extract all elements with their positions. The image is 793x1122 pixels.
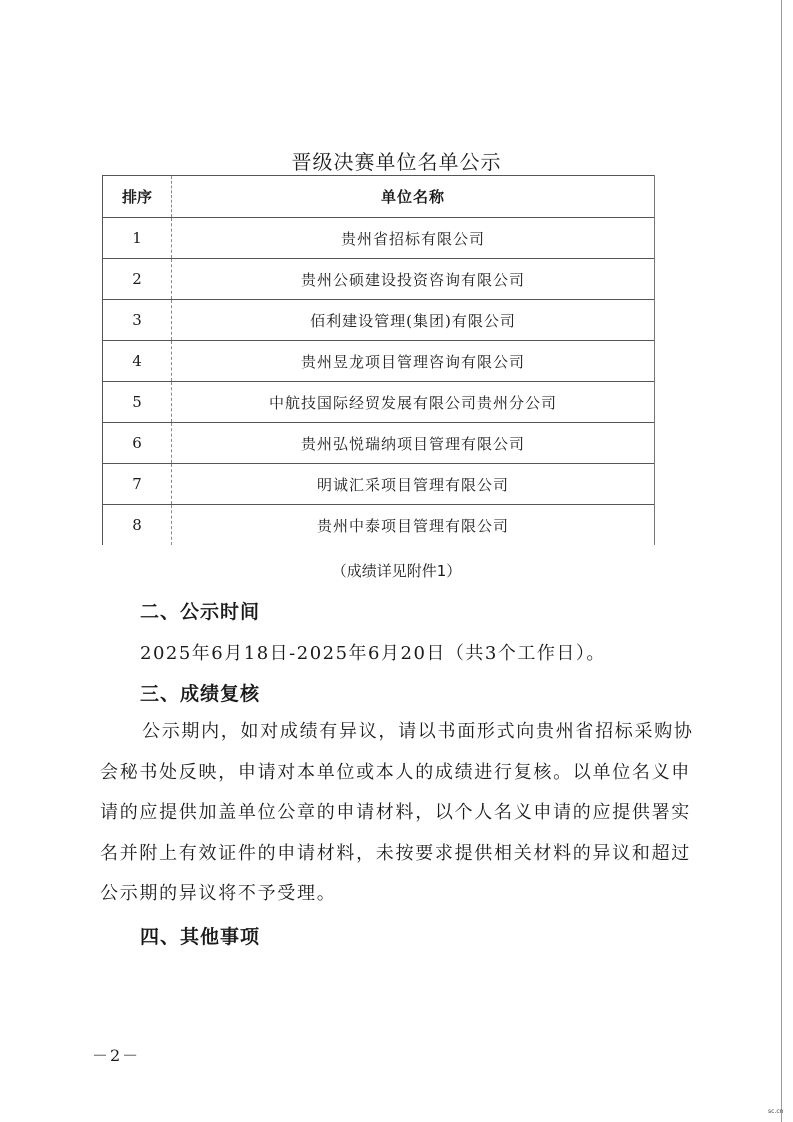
section-heading-publicity-time: 二、公示时间 xyxy=(140,601,261,623)
row-unit-name: 贵州弘悦瑞纳项目管理有限公司 xyxy=(172,423,655,464)
row-unit-name: 贵州昱龙项目管理咨询有限公司 xyxy=(172,341,655,382)
row-rank: 7 xyxy=(103,464,172,505)
row-rank: 5 xyxy=(103,382,172,423)
row-rank: 8 xyxy=(103,505,172,546)
row-rank: 1 xyxy=(103,218,172,259)
row-unit-name: 贵州公硕建设投资咨询有限公司 xyxy=(172,259,655,300)
corner-mark: sc.cn xyxy=(768,1108,784,1115)
table-row xyxy=(103,259,655,300)
row-rank: 6 xyxy=(103,423,172,464)
row-unit-name: 中航技国际经贸发展有限公司贵州分公司 xyxy=(172,382,655,423)
table-row xyxy=(103,300,655,341)
document-title: 晋级决赛单位名单公示 xyxy=(291,150,502,174)
row-rank: 4 xyxy=(103,341,172,382)
table-row xyxy=(103,218,655,259)
section-heading-other-matters: 四、其他事项 xyxy=(140,926,261,948)
finalist-table xyxy=(102,175,655,545)
table-row xyxy=(103,464,655,505)
row-unit-name: 贵州省招标有限公司 xyxy=(172,218,655,259)
table-row xyxy=(103,423,655,464)
publicity-period-text: 2025年6月18日-2025年6月20日（共3个工作日）。 xyxy=(140,643,606,664)
table-header-row xyxy=(103,176,655,218)
row-unit-name: 贵州中泰项目管理有限公司 xyxy=(172,505,655,546)
row-rank: 2 xyxy=(103,259,172,300)
score-review-text: 公示期内，如对成绩有异议，请以书面形式向贵州省招标采购协会秘书处反映，申请对本单位或本人的成绩进行复核。以单位名义申请的应提供加盖单位公章的申请材料，以个人名义申请的应提供署实名并附上有效证件的申请材料，未按要求提供相关材料的异议和超过公示期的异议将不予受理。 xyxy=(100,721,694,904)
table-row xyxy=(103,341,655,382)
header-rank: 排序 xyxy=(103,176,172,218)
table-row xyxy=(103,382,655,423)
page-number: －2－ xyxy=(92,1046,141,1065)
header-unit-name: 单位名称 xyxy=(172,176,655,218)
row-rank: 3 xyxy=(103,300,172,341)
row-unit-name: 明诚汇采项目管理有限公司 xyxy=(172,464,655,505)
section-heading-score-review: 三、成绩复核 xyxy=(140,683,261,705)
table-row xyxy=(103,505,655,546)
row-unit-name: 佰利建设管理(集团)有限公司 xyxy=(172,300,655,341)
score-review-paragraph xyxy=(100,712,700,915)
attachment-note: （成绩详见附件1） xyxy=(331,562,462,580)
